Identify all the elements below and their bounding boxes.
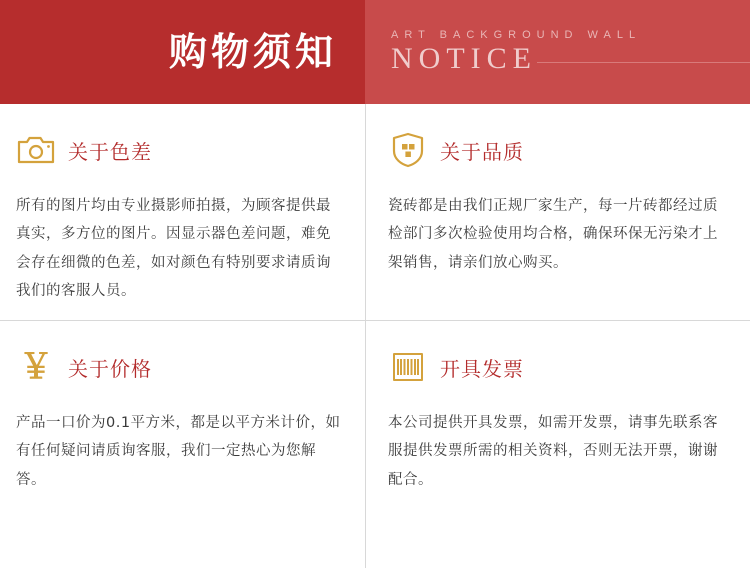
camera-icon: [16, 130, 56, 170]
page-title: 购物须知: [168, 30, 337, 74]
notice-section-color-difference: [0, 104, 365, 320]
section-body: 所有的图片均由专业摄影师拍摄，为顾客提供最真实，多方位的图片。因显示器色差问题，难免会存在细微的色差，如对颜色有特别要求请质询我们的客服人员。: [16, 198, 331, 299]
invoice-icon: [388, 347, 428, 387]
section-header: [16, 130, 341, 170]
section-body: 产品一口价为0.1平方米，都是以平方米计价，如有任何疑问请质询客服，我们一定热心为您解答。: [16, 415, 341, 488]
notice-section-invoice: [366, 321, 750, 568]
header-divider-rule: [537, 62, 750, 63]
header-english-block: [365, 0, 750, 104]
header-title-en: NOTICE: [391, 42, 537, 76]
notice-section-price: [0, 321, 365, 568]
section-title: 关于价格: [68, 356, 152, 381]
header-subtitle-en: ART BACKGROUND WALL: [391, 29, 642, 42]
yen-price-icon: ￥: [19, 347, 53, 387]
section-body: 瓷砖都是由我们正规厂家生产，每一片砖都经过质检部门多次检验使用均合格，确保环保无污染才上架销售，请亲们放心购买。: [388, 198, 718, 271]
section-header: [16, 347, 341, 387]
notice-section-quality: [366, 104, 750, 320]
header-title-block: [0, 0, 365, 104]
section-header: [388, 347, 722, 387]
section-title: 关于色差: [68, 139, 152, 164]
notice-grid: [0, 104, 750, 568]
section-body: 本公司提供开具发票，如需开发票，请事先联系客服提供发票所需的相关资料，否则无法开票，谢谢配合。: [388, 415, 718, 488]
section-title: 关于品质: [440, 139, 524, 164]
page-header: [0, 0, 750, 104]
shield-quality-icon: [388, 130, 428, 170]
section-title: 开具发票: [440, 356, 524, 381]
section-header: [388, 130, 722, 170]
